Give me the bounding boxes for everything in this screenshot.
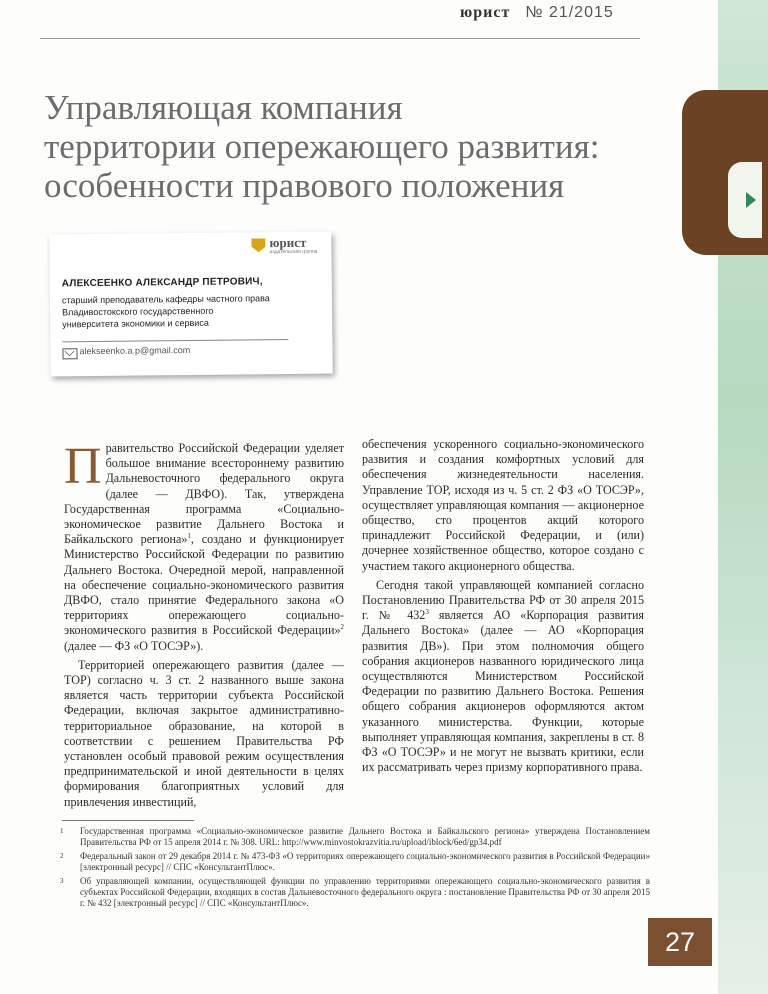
article-title [44, 88, 684, 205]
title-line-1: Управляющая компания [44, 88, 403, 127]
logo-shield-icon [251, 238, 265, 252]
paragraph: Территорией опережающего развития (далее — ТОР) согласно ч. 3 ст. 2 названного выше закона является часть территории субъекта Российской Федерации, включая закрытое административно-территориальное образование, на которой в соответствии с решением Правительства РФ установлен особый правовой режим осуществления предпринимательской и иной деятельности в целях формирования благоприятных условий для привлечения инвестиций, [64, 657, 344, 809]
section-tab-inner [728, 162, 762, 238]
paragraph: Правительство Российской Федерации уделяет большое внимание всестороннему развитию Дальневосточного федерального округа (далее — ДВФО). Так, утверждена Государственная программа «Социально-экономическое развитие Дальнего Востока и Байкальского региона»$^1$, создано и функционирует Министерство Российской Федерации по развитию Дальнего Востока. Очередной мерой, направленной на обеспечение социально-экономического развития ДВФО, стало принятие Федерального закона «О территориях опережающего социально-экономического развития в Российской Федерации»$^2$ (далее — ФЗ «О ТОСЭР»). [64, 438, 344, 653]
header-divider [40, 38, 640, 39]
footnote-text: Об управляющей компании, осуществляющей функции по управлению территориями опережающего социально-экономического развития в субъектах Российской Федерации, входящих в состав Дальневосточного федерального округа : постановление Правительства РФ от 30 апреля 2015 г. № 432 [электронный ресурс] // СПС «КонсультантПлюс». [80, 876, 650, 908]
author-position-line: Владивостокского государственного [62, 305, 214, 318]
title-line-3: особенности правового положения [44, 166, 565, 205]
magazine-name: юрист [460, 4, 511, 21]
footnote-number: 3 [60, 877, 64, 885]
author-position-line: университета экономики и сервиса [62, 317, 209, 330]
footnote [60, 876, 650, 909]
footnote-ref[interactable]: 2 [340, 623, 344, 632]
body-column-left [64, 438, 344, 814]
logo-text: юрист [269, 234, 307, 251]
body-column-right [362, 437, 644, 779]
paragraph: обеспечения ускоренного социально-экономического развития и создания комфортных условий для обеспечения жизнедеятельности населения. Управление ТОР, исходя из ч. 5 ст. 2 ФЗ «О ТОСЭР», осуществляет управляющая компания — акционерное общество, сто процентов акций которого принадлежит Российской Федерации, и (или) дочернее хозяйственное общество, которое создано с участием такого акционерного общества. [362, 437, 644, 573]
footnote [60, 826, 650, 848]
author-card [49, 232, 332, 377]
author-email[interactable]: alekseenko.a.p@gmail.com [79, 345, 191, 357]
footnote-number: 2 [60, 852, 64, 860]
footnote-text: Государственная программа «Социально-экономическое развитие Дальнего Востока и Байкальского региона» утверждена Постановлением Правительства РФ от 15 апреля 2014 г. № 308. URL: http://www.minvostokrazvitia.ru/upload/iblock/6ed/gp34.pdf [80, 826, 650, 847]
logo-subtitle: издательская группа [269, 248, 318, 256]
envelope-icon [62, 348, 77, 359]
publisher-logo [251, 236, 317, 256]
title-line-2: территории опережающего развития: [44, 127, 600, 166]
author-position-line: старший преподаватель кафедры частного права [61, 293, 270, 306]
footnote [60, 851, 650, 873]
page-header [460, 4, 614, 22]
footnote-divider [62, 820, 194, 821]
paragraph: Сегодня такой управляющей компанией согласно Постановлению Правительства РФ от 30 апреля 2015 г. № $432^3$ является АО «Корпорация развития Дальнего Востока» (далее — АО «Корпорация развития ДВ»). При этом полномочия общего собрания акционеров названного юридического лица осуществляются Министерством Российской Федерации по развитию Дальнего Востока. Решения общего собрания акционеров оформляются актом указанного министерства. Функции, которые выполняет управляющая компания, закреплены в ст. 8 ФЗ «О ТОСЭР» и не могут не вызвать критики, если их рассматривать через призму корпоративного права. [362, 577, 644, 775]
author-name: АЛЕКСЕЕНКО АЛЕКСАНДР ПЕТРОВИЧ, [61, 276, 263, 290]
footnotes [60, 826, 650, 912]
drop-cap: П [64, 438, 102, 495]
card-divider [62, 339, 288, 342]
issue-number: № 21/2015 [525, 4, 614, 21]
author-position [62, 292, 312, 331]
arrow-right-icon [746, 192, 756, 208]
page-number: 27 [648, 918, 712, 966]
footnote-number: 1 [60, 827, 64, 835]
footnote-ref[interactable]: 3 [425, 608, 429, 617]
footnote-ref[interactable]: 1 [187, 532, 191, 541]
footnote-text: Федеральный закон от 29 декабря 2014 г. № 473-ФЗ «О территориях опережающего социально-экономического развития в Российской Федерации» [электронный ресурс] // СПС «КонсультантПлюс». [80, 851, 650, 872]
